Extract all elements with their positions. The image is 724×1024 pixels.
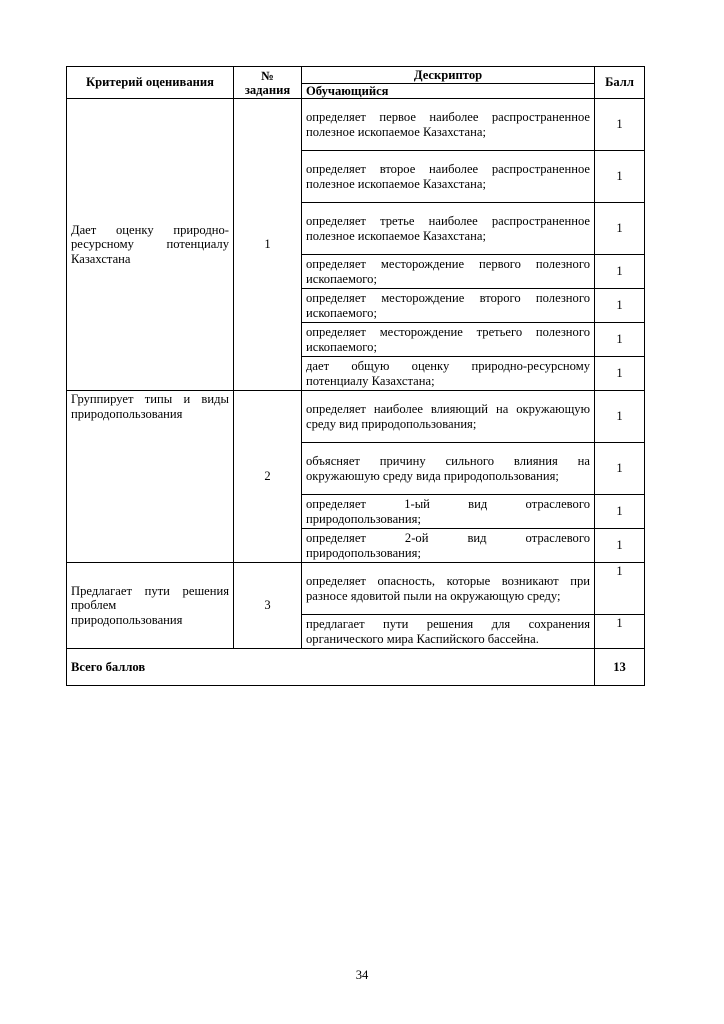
- header-descriptor: Дескриптор: [302, 67, 595, 84]
- descriptor-cell: предлагает пути решения для сохранения органического мира Каспийского бассейна.: [302, 615, 595, 649]
- table-row: [67, 563, 645, 615]
- score-cell: 1: [595, 151, 645, 203]
- descriptor-cell: дает общую оценку природно-ресурсному потенциалу Казахстана;: [302, 357, 595, 391]
- criterion-text: Группирует типы и виды природопользования: [71, 392, 229, 421]
- descriptor-cell: определяет 2-ой вид отраслевого природопользования;: [302, 529, 595, 563]
- criterion-text: Предлагает пути решения проблем природопользования: [71, 583, 229, 627]
- descriptor-cell: определяет месторождение первого полезного ископаемого;: [302, 255, 595, 289]
- page-number: 34: [355, 968, 369, 982]
- descriptor-cell: определяет наиболее влияющий на окружающую среду вид природопользования;: [302, 391, 595, 443]
- descriptor-cell: определяет первое наиболее распространенное полезное ископаемое Казахстана;: [302, 99, 595, 151]
- criterion-cell: [67, 391, 234, 563]
- descriptor-cell: определяет второе наиболее распространенное полезное ископаемое Казахстана;: [302, 151, 595, 203]
- score-cell: 1: [595, 391, 645, 443]
- task-number-cell: 2: [234, 391, 302, 563]
- score-cell: 1: [595, 255, 645, 289]
- descriptor-cell: определяет 1-ый вид отраслевого природопользования;: [302, 495, 595, 529]
- descriptor-cell: определяет третье наиболее распространенное полезное ископаемое Казахстана;: [302, 203, 595, 255]
- descriptor-cell: определяет месторождение третьего полезного ископаемого;: [302, 323, 595, 357]
- score-cell: 1: [595, 203, 645, 255]
- score-cell: 1: [595, 323, 645, 357]
- descriptor-cell: определяет опасность, которые возникают при разносе ядовитой пыли на окружающую среду;: [302, 563, 595, 615]
- task-number-cell: 3: [234, 563, 302, 649]
- header-criterion: Критерий оценивания: [67, 67, 234, 99]
- score-cell: 1: [595, 615, 645, 649]
- descriptor-cell: объясняет причину сильного влияния на окружаюшую среду вида природопользования;: [302, 443, 595, 495]
- score-cell: 1: [595, 289, 645, 323]
- criterion-text: Дает оценку природно-ресурсному потенциалу Казахстана: [71, 222, 229, 266]
- header-score: Балл: [595, 67, 645, 99]
- total-label: Всего баллов: [67, 649, 595, 686]
- table-header-row: [67, 67, 645, 84]
- criterion-cell: [67, 99, 234, 391]
- score-cell: 1: [595, 99, 645, 151]
- assessment-rubric-table: [66, 66, 645, 686]
- header-descriptor-sub: Обучающийся: [302, 84, 595, 99]
- table-row: [67, 391, 645, 443]
- score-cell: 1: [595, 443, 645, 495]
- score-cell: 1: [595, 357, 645, 391]
- score-cell: 1: [595, 495, 645, 529]
- descriptor-cell: определяет месторождение второго полезного ископаемого;: [302, 289, 595, 323]
- score-cell: 1: [595, 529, 645, 563]
- header-task-number: № задания: [234, 67, 302, 99]
- criterion-cell: [67, 563, 234, 649]
- total-value: 13: [595, 649, 645, 686]
- total-row: [67, 649, 645, 686]
- score-cell: 1: [595, 563, 645, 615]
- task-number-cell: 1: [234, 99, 302, 391]
- table-row: [67, 99, 645, 151]
